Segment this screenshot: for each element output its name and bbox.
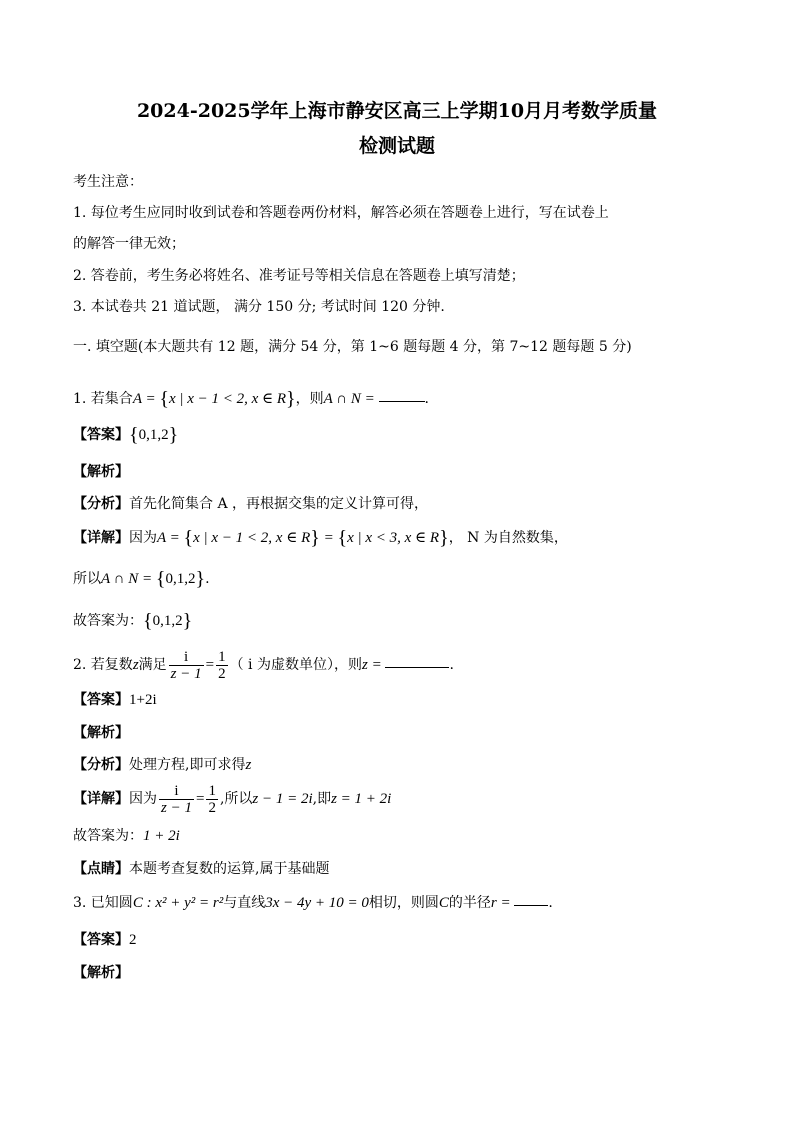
q1-detail-brace2-open: { — [337, 527, 348, 549]
q2-fenxi-z: z — [245, 757, 252, 773]
detail-label: 【详解】 — [73, 791, 129, 807]
q1-fenxi-text: 首先化简集合 A ，再根据交集的定义计算可得， — [129, 496, 429, 512]
q2-final-value: 1 + 2i — [143, 828, 180, 844]
q1-detail-eq: = — [319, 530, 338, 546]
question-3 — [73, 893, 553, 913]
q2-detail-expr2: z = 1 + 2i — [331, 791, 392, 807]
comment-label: 【点睛】 — [73, 861, 129, 877]
notice-heading: 考生注意： — [73, 174, 143, 190]
q3-mid: 与直线 — [223, 895, 266, 911]
q2-note: （ i 为虚数单位），则 — [229, 657, 362, 673]
q2-z: z — [132, 657, 139, 673]
answer-label: 【答案】 — [73, 932, 129, 948]
q2-detail-expr1: z − 1 = 2i — [252, 791, 313, 807]
q1-detail-brace1-close: } — [310, 527, 320, 549]
q2-answer-blank — [385, 667, 449, 668]
q3-line: 3x − 4y + 10 = 0 — [265, 895, 369, 911]
q1-so — [73, 569, 210, 589]
q1-so-prefix: 所以 — [73, 571, 101, 587]
q1-final-brace-open: { — [143, 610, 153, 632]
q2-detail-fraction — [159, 783, 194, 816]
q2-half — [216, 649, 228, 682]
q2-answer — [73, 690, 157, 710]
q2-fraction — [169, 649, 204, 682]
notice-item-1b: 的解答一律无效； — [73, 236, 185, 252]
q1-analysis-label — [73, 462, 129, 482]
q2-detail-half-num: 1 — [208, 782, 216, 799]
q2-half-den: 2 — [218, 665, 226, 682]
answer-label: 【答案】 — [73, 692, 129, 708]
q2-detail — [73, 782, 391, 816]
q1-detail-set2: x | x < 3, x ∈ R — [347, 530, 440, 546]
q1-mid: ，则 — [295, 391, 324, 407]
notice-item-2: 2. 答卷前，考生务必将姓名、准考证号等相关信息在答题卷上填写清楚； — [73, 268, 525, 284]
q1-so-set: 0,1,2 — [165, 571, 196, 587]
q2-comment — [73, 859, 329, 879]
q1-detail-a: A = — [157, 530, 184, 546]
analysis-label: 【解析】 — [73, 725, 129, 741]
q3-circle: C : x² + y² = r² — [132, 895, 224, 911]
q2-detail-mid2: ,即 — [312, 791, 332, 807]
q2-fenxi-text: 处理方程,即可求得 — [129, 757, 246, 773]
q1-detail-set1: x | x − 1 < 2, x ∈ R — [193, 530, 311, 546]
detail-label: 【详解】 — [73, 530, 129, 546]
exam-title-line1: 2024-2025学年上海市静安区高三上学期10月月考数学质量 — [136, 100, 658, 122]
q2-comment-text: 本题考查复数的运算,属于基础题 — [129, 861, 330, 877]
q1-so-expr: A ∩ N = — [101, 571, 156, 587]
q3-prefix: 3. 已知圆 — [73, 895, 133, 911]
q3-analysis-label — [73, 963, 129, 983]
q1-detail — [73, 528, 568, 548]
q2-frac-num: i — [169, 649, 204, 666]
q1-final-prefix: 故答案为： — [73, 613, 143, 629]
q1-so-brace-close: } — [195, 568, 206, 590]
q1-answer-blank — [379, 401, 425, 402]
q1-detail-brace1-open: { — [183, 527, 194, 549]
q1-expr: A ∩ N = — [323, 391, 379, 407]
q1-prefix: 1. 若集合 — [73, 391, 133, 407]
q1-fenxi — [73, 494, 428, 514]
analysis-label: 【解析】 — [73, 464, 129, 480]
q1-so-end: . — [205, 571, 210, 587]
q2-detail-mid: ,所以 — [219, 791, 253, 807]
q2-prefix: 2. 若复数 — [73, 657, 133, 673]
q1-answer-brace-open: { — [129, 424, 139, 446]
q1-final — [73, 611, 192, 631]
notice-item-1a: 1. 每位考生应同时收到试卷和答题卷两份材料，解答必须在答题卷上进行，写在试卷上 — [73, 205, 609, 221]
q2-detail-frac-den: z − 1 — [161, 799, 192, 816]
q1-so-brace-open: { — [155, 568, 166, 590]
q1-answer-brace-close: } — [168, 424, 179, 446]
q3-answer — [73, 930, 137, 950]
q1-end: . — [424, 391, 429, 407]
q2-detail-prefix: 因为 — [129, 791, 157, 807]
q2-z-eq: z = — [361, 657, 386, 673]
q2-detail-half-den: 2 — [208, 799, 216, 816]
analysis-label: 【解析】 — [73, 965, 129, 981]
q2-eq: = — [205, 657, 215, 673]
q2-frac-den: z − 1 — [170, 665, 202, 682]
q2-detail-eq: = — [195, 791, 205, 807]
section-1-heading: 一. 填空题(本大题共有 12 题，满分 54 分，第 1~6 题每题 4 分，第 7~12 题每题 5 分) — [73, 339, 632, 355]
q2-final — [73, 826, 180, 846]
q1-set-body: x | x − 1 < 2, x ∈ R — [168, 391, 287, 407]
q2-detail-frac-num: i — [159, 783, 194, 800]
q2-end: . — [449, 657, 454, 673]
q1-detail-brace2-close: } — [439, 527, 449, 549]
q1-answer-value: 0,1,2 — [138, 427, 169, 443]
q2-analysis-label — [73, 723, 129, 743]
q2-final-prefix: 故答案为： — [73, 828, 143, 844]
q2-satisfy: 满足 — [138, 657, 167, 673]
q3-end: . — [548, 895, 553, 911]
q2-answer-value: 1+2i — [129, 692, 157, 708]
q3-answer-value: 2 — [129, 932, 137, 948]
q1-set-a: A = — [132, 391, 160, 407]
q2-detail-half — [206, 783, 218, 816]
q2-half-num: 1 — [218, 648, 226, 665]
q1-brace-open: { — [159, 388, 169, 410]
q3-r-eq: r = — [490, 895, 515, 911]
question-2 — [73, 648, 454, 682]
q3-mid3: 的半径 — [448, 895, 491, 911]
q1-detail-prefix: 因为 — [129, 530, 157, 546]
q3-c: C — [438, 895, 449, 911]
fenxi-label: 【分析】 — [73, 757, 129, 773]
q1-answer — [73, 425, 178, 445]
q2-fenxi — [73, 755, 251, 775]
exam-title-line2: 检测试题 — [358, 135, 435, 157]
q3-mid2: 相切，则圆 — [368, 895, 439, 911]
answer-label: 【答案】 — [73, 427, 129, 443]
notice-item-3: 3. 本试卷共 21 道试题， 满分 150 分; 考试时间 120 分钟. — [73, 299, 445, 315]
question-1 — [73, 389, 429, 409]
fenxi-label: 【分析】 — [73, 496, 129, 512]
q1-final-set: 0,1,2 — [152, 613, 183, 629]
q1-detail-suffix: ， N 为自然数集， — [448, 530, 568, 546]
q3-answer-blank — [514, 905, 548, 906]
q1-brace-close: } — [286, 388, 296, 410]
q1-final-brace-close: } — [182, 610, 193, 632]
